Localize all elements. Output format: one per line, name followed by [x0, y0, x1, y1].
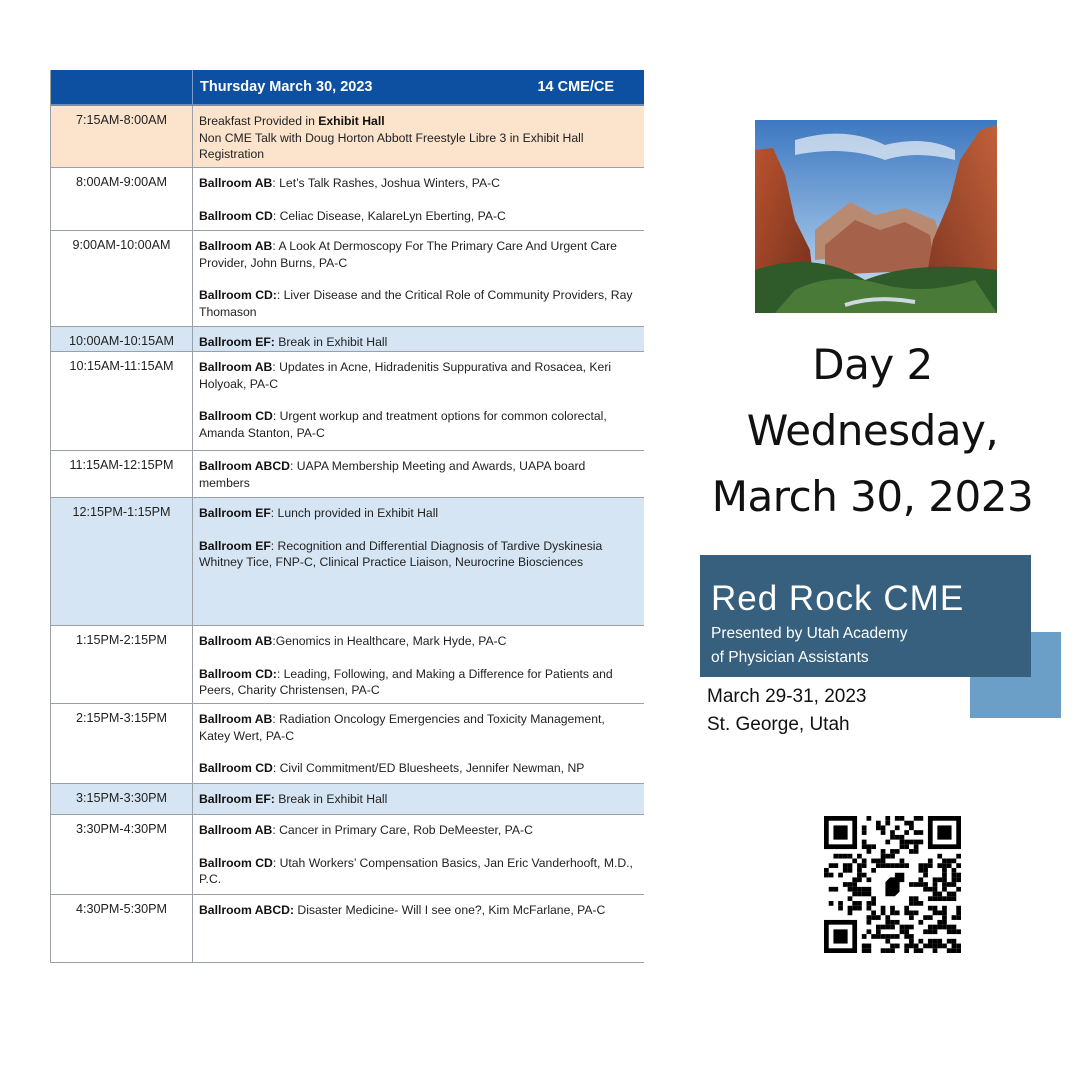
day-number: Day 2 [812, 340, 933, 389]
ballroom-label: Ballroom EF: [199, 792, 275, 806]
time-slot: 8:00AM-9:00AM [51, 168, 193, 230]
day-heading [700, 332, 1045, 530]
brand-subtitle-line2: of Physician Assistants [711, 649, 869, 666]
sessions-cell [193, 895, 644, 962]
session-entry [199, 505, 638, 522]
brand-title: Red Rock CME [711, 579, 965, 618]
session-title: : Let’s Talk Rashes, Joshua Winters, PA-C [272, 176, 500, 190]
schedule-row [51, 327, 644, 352]
ballroom-label: Ballroom CD: [199, 666, 277, 681]
ballroom-label: Ballroom CD [199, 409, 273, 423]
schedule-row [51, 168, 644, 231]
session-location: Exhibit Hall [318, 114, 385, 128]
time-slot: 10:15AM-11:15AM [51, 352, 193, 450]
session-title: : Lunch provided in Exhibit Hall [270, 506, 439, 520]
session-entry [199, 822, 638, 839]
sessions-cell [193, 231, 644, 326]
session-entry [199, 791, 638, 808]
day-date: March 30, 2023 [711, 472, 1034, 521]
session-title: Break in Exhibit Hall [274, 335, 388, 349]
sessions-cell [193, 168, 644, 230]
schedule-row [51, 815, 644, 895]
session-title: : Radiation Oncology Emergencies and Toxicity Management, Katey Wert, PA-C [199, 712, 605, 743]
day-weekday: Wednesday, [746, 406, 999, 455]
schedule-table [50, 70, 644, 963]
sessions-cell [193, 327, 644, 351]
sessions-cell [193, 451, 644, 497]
session-title: : UAPA Membership Meeting and Awards, UAPA board members [199, 459, 586, 490]
ballroom-label: Ballroom EF [199, 538, 271, 553]
session-title: : Cancer in Primary Care, Rob DeMeester, PA-C [272, 823, 533, 837]
ballroom-label: Ballroom EF [199, 506, 271, 520]
session-title: : Updates in Acne, Hidradenitis Suppurativa and Rosacea, Keri Holyoak, PA-C [199, 360, 612, 391]
sessions-cell [193, 815, 644, 894]
session-title: : Utah Workers’ Compensation Basics, Jan Eric Vanderhooft, M.D., P.C. [199, 855, 633, 886]
time-slot: 4:30PM-5:30PM [51, 895, 193, 962]
sessions-cell [193, 704, 644, 783]
sessions-cell [193, 626, 644, 703]
ballroom-label: Ballroom CD [199, 208, 273, 223]
canyon-photo [755, 120, 997, 313]
dinosaur-icon [885, 873, 904, 897]
ballroom-label: Ballroom AB [199, 239, 273, 253]
session-title: : Recognition and Differential Diagnosis of Tardive Dyskinesia Whitney Tice, FNP-C, Clinical Practice Liaison, Neurocrine Biosciences [199, 538, 603, 569]
ballroom-label: Ballroom ABCD: [199, 903, 295, 917]
session-line [199, 113, 638, 130]
time-slot: 2:15PM-3:15PM [51, 704, 193, 783]
session-title: : Celiac Disease, KalareLyn Eberting, PA-C [272, 208, 506, 223]
session-entry [199, 175, 638, 192]
schedule-row [51, 704, 644, 784]
brand-box [700, 555, 1031, 677]
session-title: :Genomics in Healthcare, Mark Hyde, PA-C [272, 634, 507, 648]
time-slot: 11:15AM-12:15PM [51, 451, 193, 497]
time-slot: 12:15PM-1:15PM [51, 498, 193, 625]
schedule-row [51, 784, 644, 815]
schedule-row [51, 895, 644, 963]
ballroom-label: Ballroom AB [199, 360, 273, 374]
session-entry [199, 458, 638, 491]
session-entry [199, 666, 638, 699]
time-slot: 7:15AM-8:00AM [51, 106, 193, 167]
session-title: : Liver Disease and the Critical Role of Community Providers, Ray Thomason [199, 288, 633, 319]
session-title: : Civil Commitment/ED Bluesheets, Jennifer Newman, NP [272, 761, 585, 775]
schedule-row [51, 352, 644, 451]
session-title: : A Look At Dermoscopy For The Primary Care And Urgent Care Provider, John Burns, PA-C [199, 239, 617, 270]
event-dates: March 29-31, 2023 [707, 686, 867, 707]
session-title: : Urgent workup and treatment options for common colorectal, Amanda Stanton, PA-C [199, 409, 607, 440]
session-title: : Leading, Following, and Making a Difference for Patients and Peers, Charity Christensen, PA-C [199, 666, 613, 697]
ballroom-label: Ballroom CD: [199, 288, 277, 302]
time-slot: 1:15PM-2:15PM [51, 626, 193, 703]
time-slot: 3:15PM-3:30PM [51, 784, 193, 814]
sessions-cell [193, 784, 644, 814]
sessions-cell [193, 352, 644, 450]
ballroom-label: Ballroom AB [199, 176, 273, 190]
ballroom-label: Ballroom CD [199, 855, 273, 870]
ballroom-label: Ballroom AB [199, 634, 273, 648]
event-info [707, 683, 867, 739]
session-entry [199, 855, 638, 888]
sessions-cell [193, 498, 644, 625]
session-title: Disaster Medicine- Will I see one?, Kim McFarlane, PA-C [294, 903, 606, 917]
schedule-rows [51, 106, 644, 963]
time-slot: 3:30PM-4:30PM [51, 815, 193, 894]
schedule-row [51, 451, 644, 498]
session-entry [199, 760, 638, 777]
session-entry [199, 538, 638, 571]
session-entry [199, 208, 638, 225]
ballroom-label: Ballroom ABCD [199, 459, 290, 473]
time-slot: 9:00AM-10:00AM [51, 231, 193, 326]
session-entry [199, 902, 638, 919]
brand-subtitle [711, 622, 1031, 670]
session-line [199, 130, 638, 147]
session-line [199, 146, 638, 163]
session-entry [199, 113, 638, 163]
session-entry [199, 408, 638, 441]
qr-code-icon[interactable] [824, 816, 961, 953]
time-slot: 10:00AM-10:15AM [51, 327, 193, 351]
schedule-day-title: Thursday March 30, 2023 [200, 79, 373, 95]
ballroom-label: Ballroom EF: [199, 335, 275, 349]
ballroom-label: Ballroom AB [199, 712, 273, 726]
brand-subtitle-line1: Presented by Utah Academy [711, 625, 908, 642]
session-entry [199, 287, 638, 320]
session-entry [199, 633, 638, 650]
schedule-row [51, 231, 644, 327]
session-title: Break in Exhibit Hall [274, 792, 388, 806]
session-text: Breakfast Provided in [199, 114, 319, 128]
session-text: Non CME Talk with Doug Horton Abbott Freestyle Libre 3 in Exhibit Hall [199, 130, 584, 145]
schedule-header [51, 70, 644, 106]
session-entry [199, 711, 638, 744]
schedule-row [51, 498, 644, 626]
header-time-cell [51, 70, 193, 104]
event-location: St. George, Utah [707, 714, 850, 735]
session-entry [199, 238, 638, 271]
ballroom-label: Ballroom CD [199, 761, 273, 775]
sessions-cell [193, 106, 644, 167]
ballroom-label: Ballroom AB [199, 823, 273, 837]
schedule-credits: 14 CME/CE [537, 79, 614, 95]
session-text: Registration [199, 147, 265, 161]
session-entry [199, 359, 638, 392]
session-entry [199, 334, 638, 351]
schedule-row [51, 626, 644, 704]
schedule-row [51, 106, 644, 168]
canyon-landscape-icon [755, 120, 997, 313]
